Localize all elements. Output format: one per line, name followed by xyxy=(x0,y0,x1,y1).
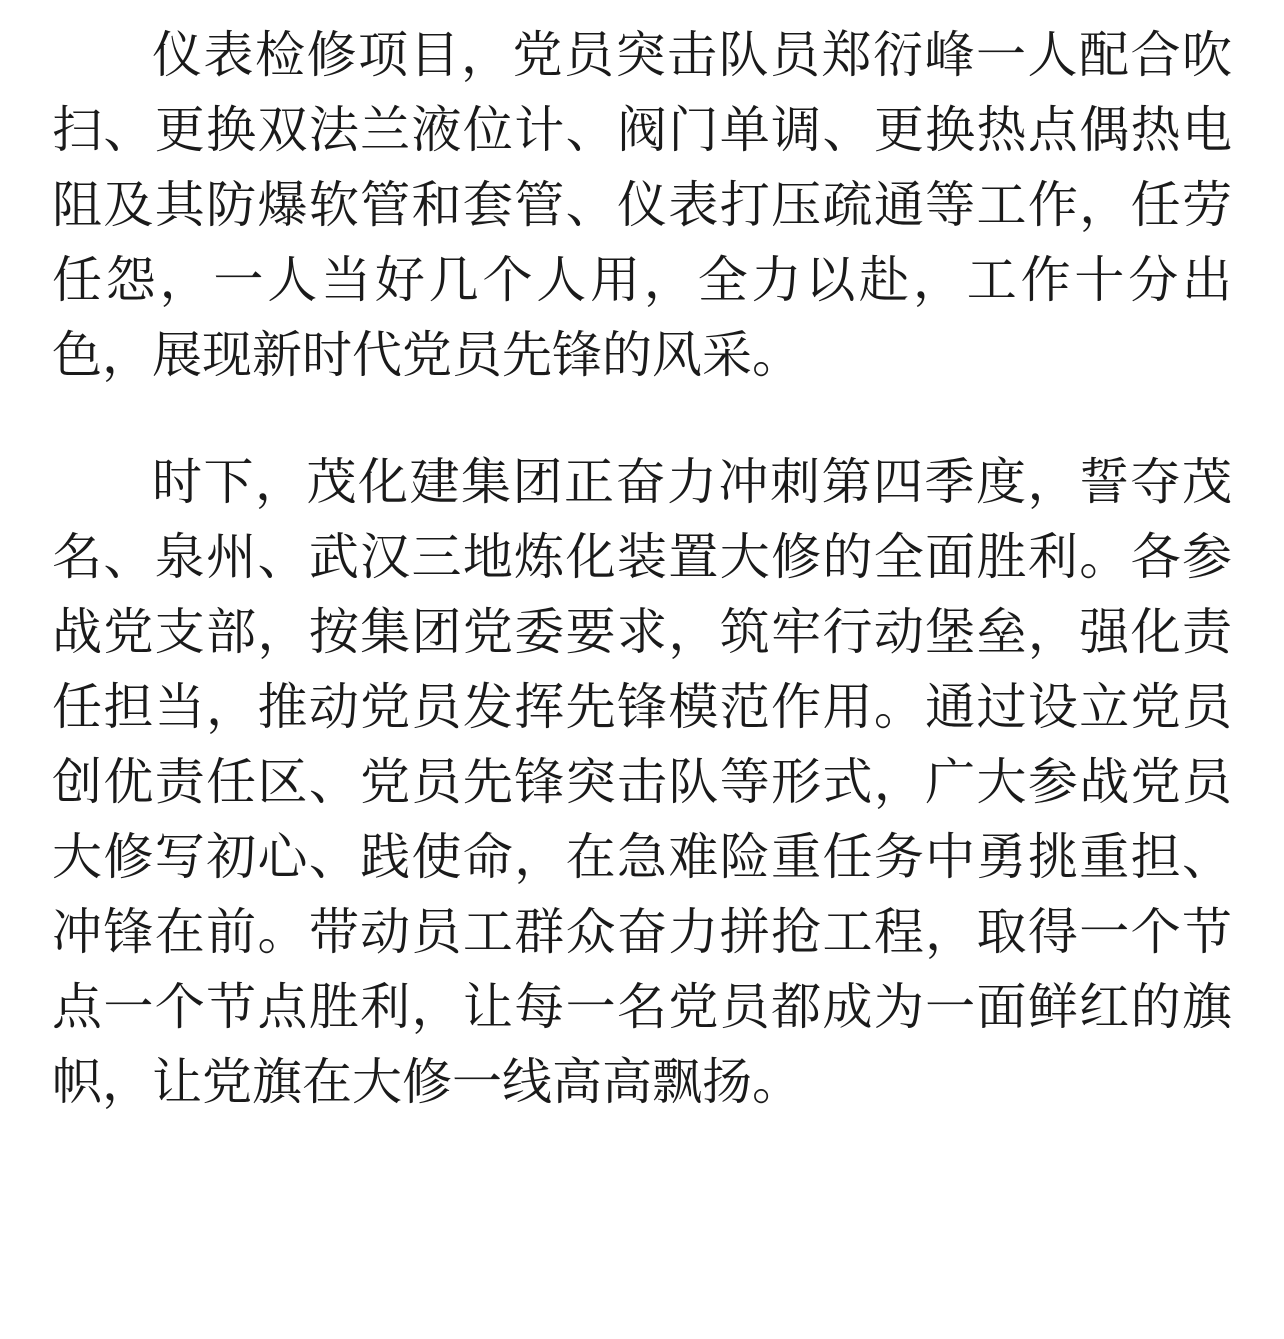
article-paragraph: 时下，茂化建集团正奋力冲刺第四季度，誓夺茂名、泉州、武汉三地炼化装置大修的全面胜利。各参战党支部，按集团党委要求，筑牢行动堡垒，强化责任担当，推动党员发挥先锋模范作用。通过设立党员创优责任区、党员先锋突击队等形式，广大参战党员大修写初心、践使命，在急难险重任务中勇挑重担、冲锋在前。带动员工群众奋力拼抢工程，取得一个节点一个节点胜利，让每一名党员都成为一面鲜红的旗帜，让党旗在大修一线高高飘扬。 xyxy=(52,454,1232,1110)
article-paragraph: 仪表检修项目，党员突击队员郑衍峰一人配合吹扫、更换双法兰液位计、阀门单调、更换热点偶热电阻及其防爆软管和套管、仪表打压疏通等工作，任劳任怨，一人当好几个人用，全力以赴，工作十分出色，展现新时代党员先锋的风采。 xyxy=(52,27,1232,383)
